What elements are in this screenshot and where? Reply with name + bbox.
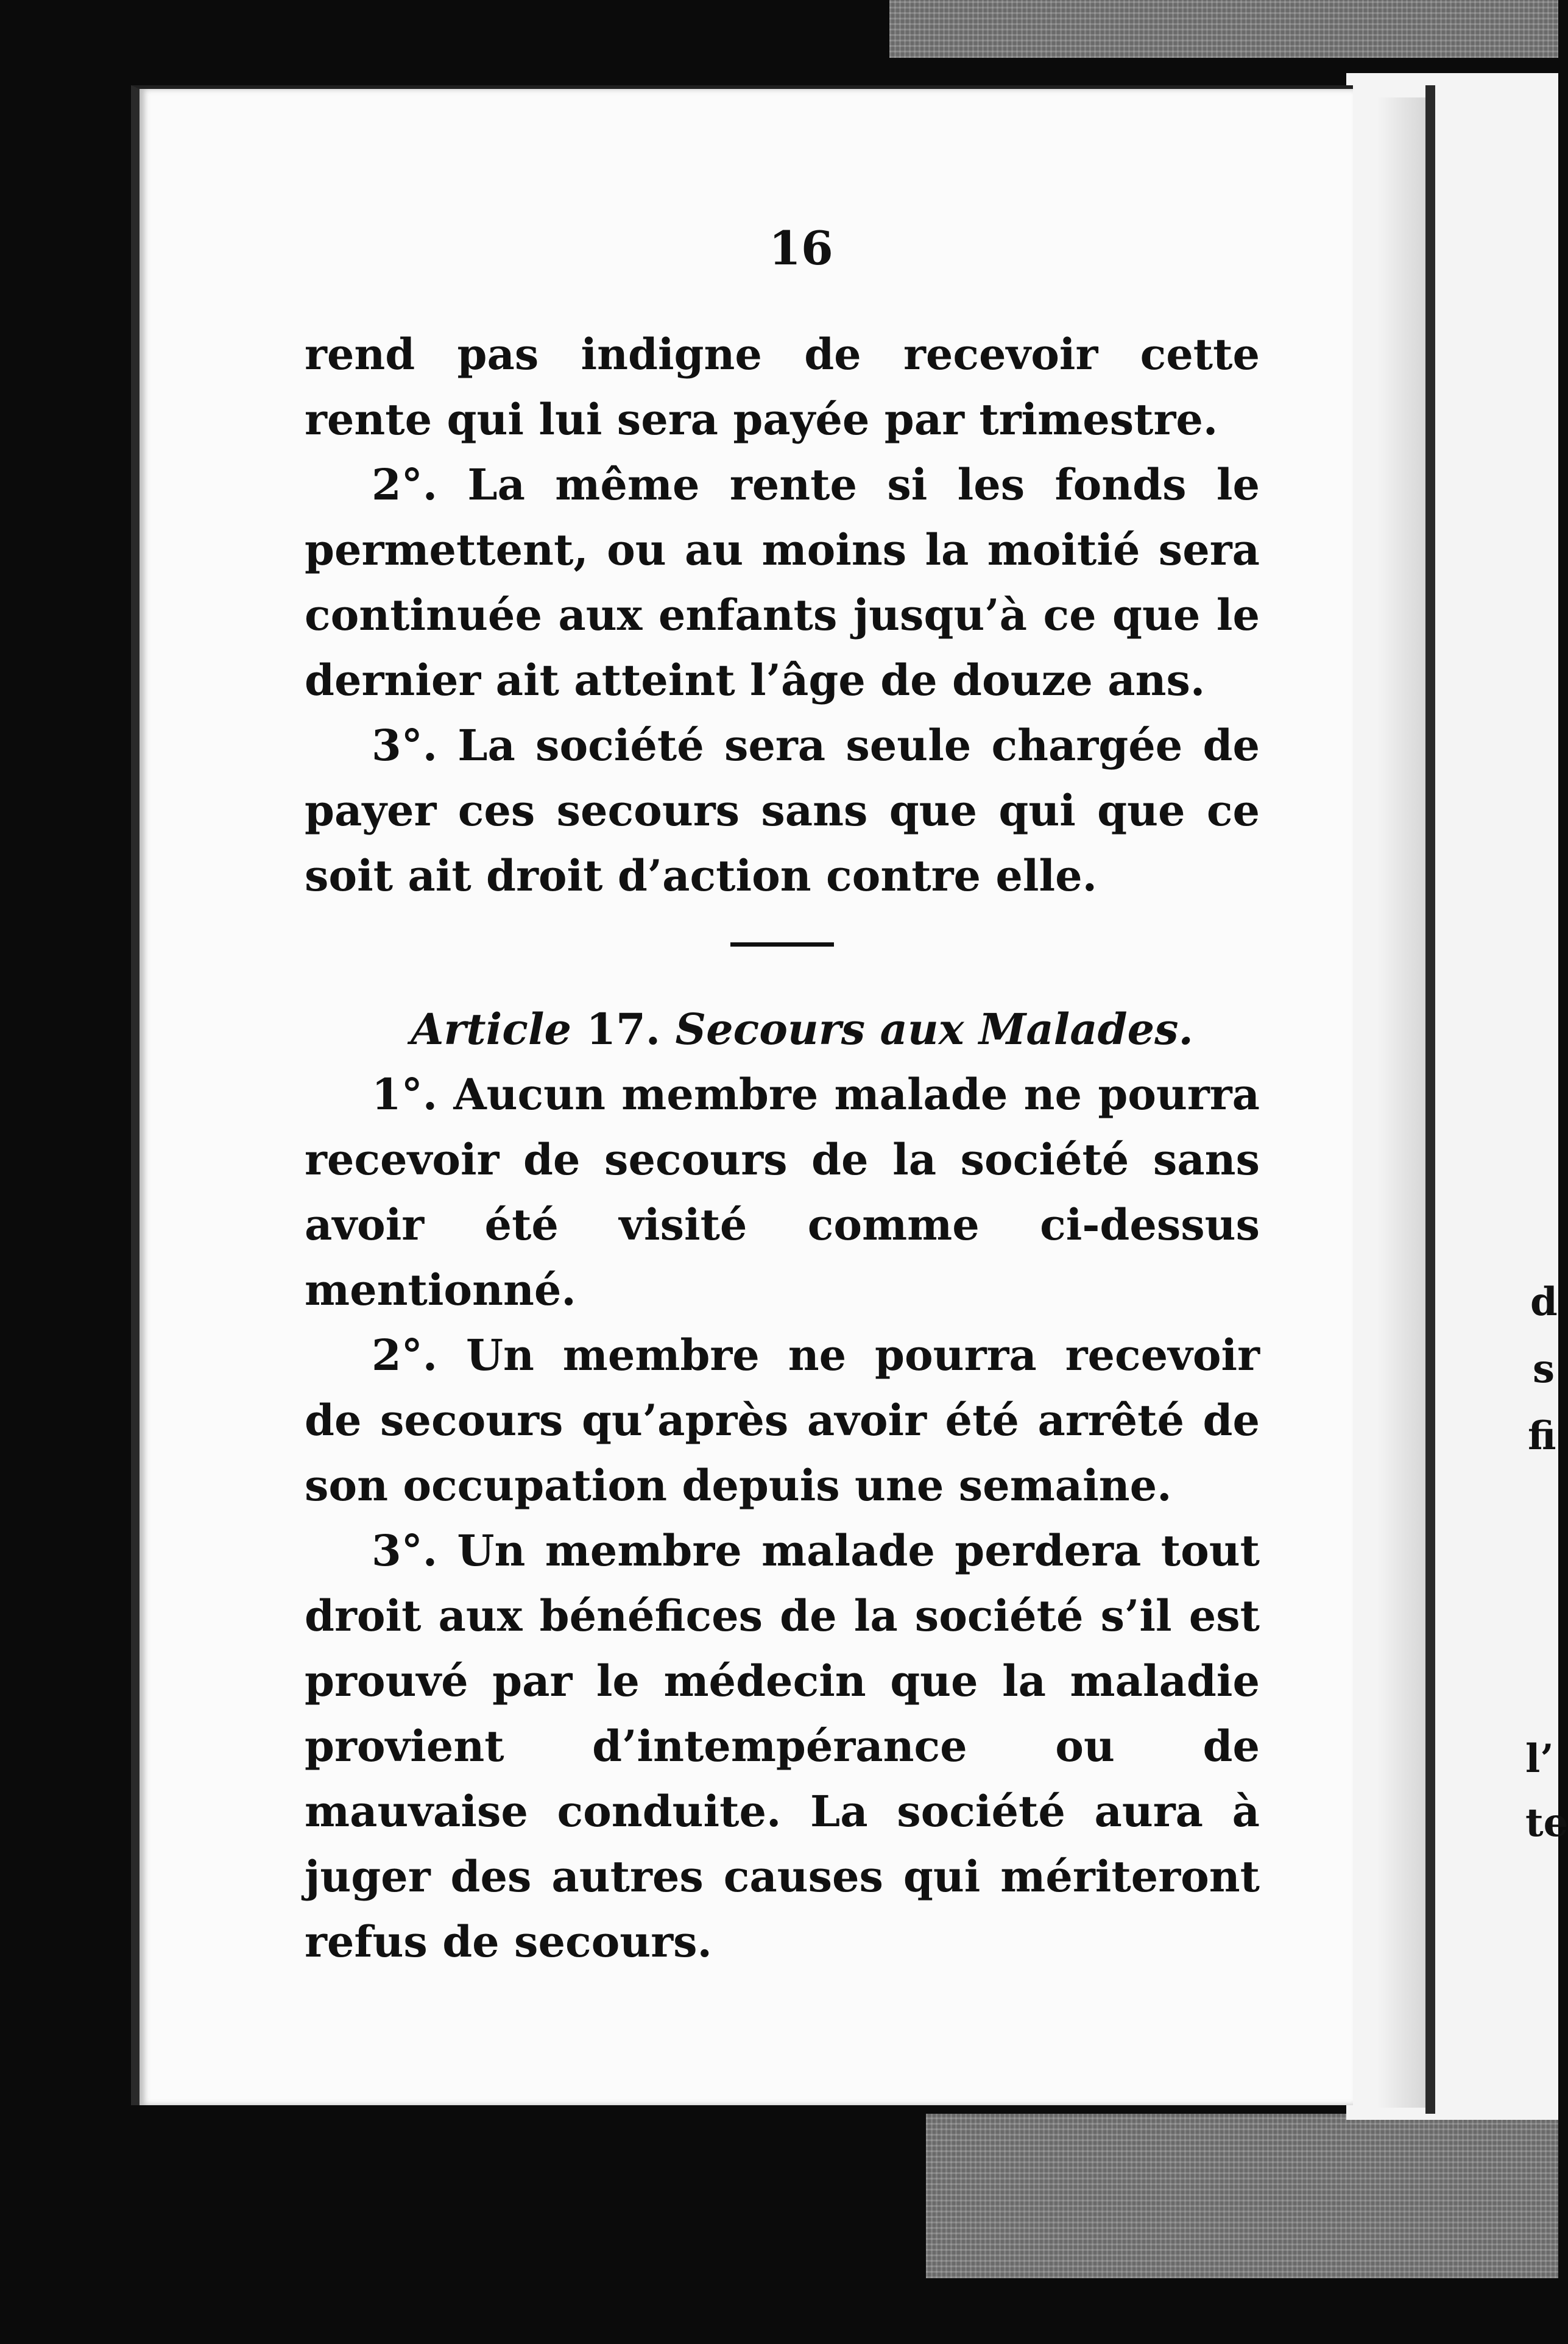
paragraph-2: 2°. La même rente si les fonds le permettent, ou au moins la moitié sera continuée aux enfants jusqu’à ce que le dernier ait atteint l’âge de douze ans. (305, 459, 1260, 705)
cloth-backdrop-bottom (926, 2114, 1558, 2278)
right-page-fragment: fi (1528, 1413, 1556, 1459)
paragraph-continuation: rend pas indigne de recevoir cette rente qui lui sera payée par trimestre. (305, 329, 1260, 445)
gutter-shadow (1377, 97, 1425, 2108)
article-paragraph-1: 1°. Aucun membre malade ne pourra recevoir de secours de la société sans avoir été visité comme ci-dessus mentionné. (305, 1069, 1260, 1315)
page-number: 16 (769, 221, 833, 275)
right-page-fragment: s (1533, 1346, 1555, 1392)
right-page-fragment: te (1525, 1800, 1568, 1846)
section-divider (730, 942, 834, 947)
article-paragraph-2: 2°. Un membre ne pourra recevoir de secours qu’après avoir été arrêté de son occupation depuis une semaine. (305, 1330, 1260, 1511)
article-paragraph-3: 3°. Un membre malade perdera tout droit aux bénéfices de la société s’il est prouvé par le médecin que la maladie provient d’intempérance ou de mauvaise conduite. La société aura à juger des autres causes qui mériteront refus de secours. (305, 1525, 1260, 1967)
book-gutter (1425, 85, 1435, 2114)
right-page-fragment: l’ (1525, 1736, 1554, 1782)
cloth-backdrop-top (889, 0, 1558, 58)
right-page-fragment: d (1530, 1279, 1558, 1325)
paragraph-3: 3°. La société sera seule chargée de payer ces secours sans que qui que ce soit ait droit d’action contre elle. (305, 720, 1260, 901)
article-title: Secours aux Malades. (675, 1004, 1193, 1054)
page-text (305, 322, 1260, 1974)
article-label: Article (411, 1004, 571, 1054)
article-heading (344, 997, 1260, 1062)
article-number: 17. (586, 1004, 661, 1054)
